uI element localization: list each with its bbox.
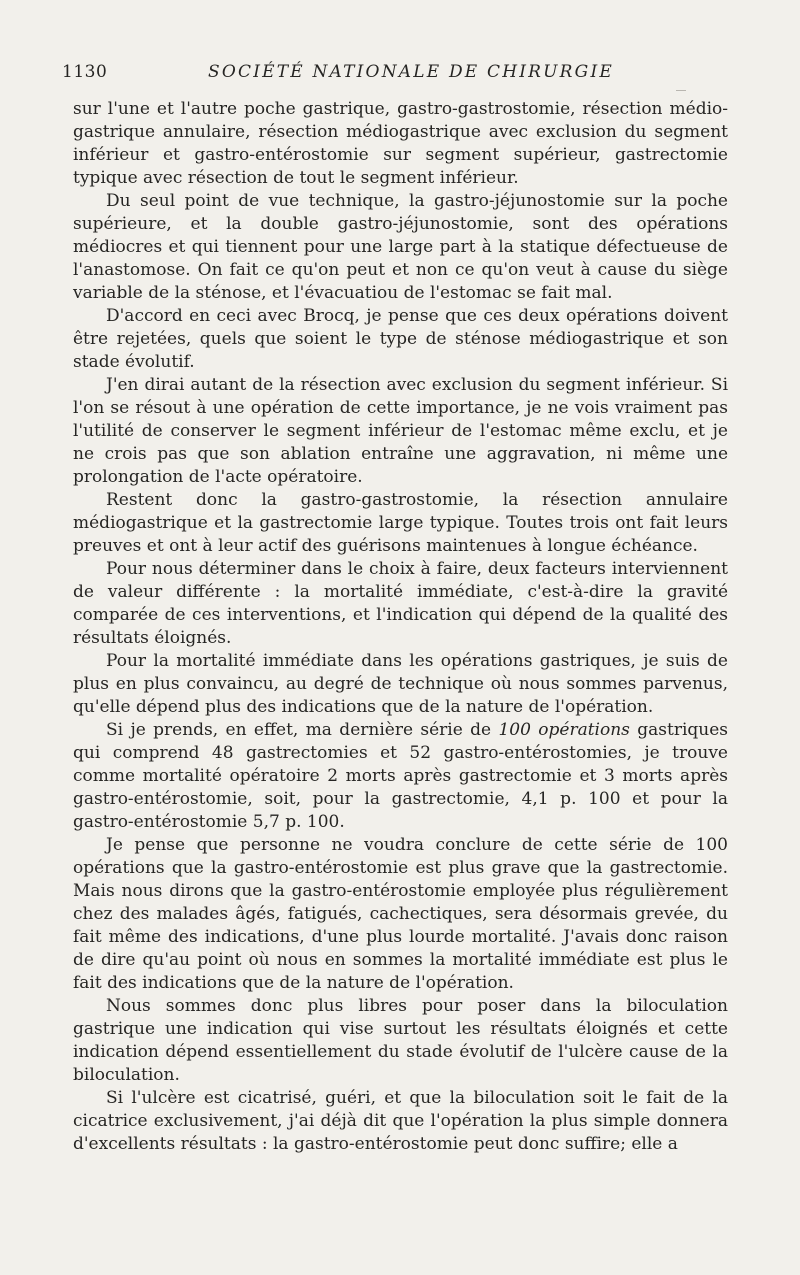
paragraph: J'en dirai autant de la résection avec exclusion du segment inférieur. Si l'on se résout à une opération de cette importance, je ne vois vraiment pas l'utilité de conserver le segment inférieur de l'estomac même exclu, et je ne crois pas que son ablation entraîne une aggravation, ni même une prolongation de l'acte opératoire. xyxy=(73,375,728,487)
paragraph-with-italic xyxy=(73,719,728,834)
paragraph: Restent donc la gastro-gastrostomie, la résection annulaire médiogastrique et la gastrectomie large typique. Toutes trois ont fait leurs preuves et ont à leur actif des guérisons maintenues à longue échéance. xyxy=(73,490,728,556)
body-text xyxy=(73,98,728,1156)
paragraph: Je pense que personne ne voudra conclure de cette série de 100 opérations que la gastro-entérostomie est plus grave que la gastrectomie. Mais nous dirons que la gastro-entérostomie employée plus régulièrement chez des malades âgés, fatigués, cachectiques, sera désormais grevée, du fait même des indications, d'une plus lourde mortalité. J'avais donc raison de dire qu'au point où nous en sommes la mortalité immédiate est plus le fait des indications que de la nature de l'opération. xyxy=(73,835,728,993)
running-title: SOCIÉTÉ NATIONALE DE CHIRURGIE xyxy=(208,62,614,82)
paragraph-continuation: sur l'une et l'autre poche gastrique, gastro-gastrostomie, résection médio-gastrique annulaire, résection médiogastrique avec exclusion du segment inférieur et gastro-entérostomie sur segment supérieur, gastrectomie typique avec résection de tout le segment inférieur. xyxy=(73,99,728,188)
page-header xyxy=(62,62,730,86)
paragraph-text-after: gastriques qui comprend 48 gastrectomies et 52 gastro-entérostomies, je trouve comme mortalité opératoire 2 morts après gastrectomie et 3 morts après gastro-entérostomie, soit, pour la gastrectomie, 4,1 p. 100 et pour la gastro-entérostomie 5,7 p. 100. xyxy=(73,720,729,832)
paragraph: Du seul point de vue technique, la gastro-jéjunostomie sur la poche supérieure, et la double gastro-jéjunostomie, sont des opérations médiocres et qui tiennent pour une large part à la statique défectueuse de l'anastomose. On fait ce qu'on peut et non ce qu'on veut à cause du siège variable de la sténose, et l'évacuatiou de l'estomac se fait mal. xyxy=(73,191,728,303)
paragraph: Pour la mortalité immédiate dans les opérations gastriques, je suis de plus en plus convaincu, au degré de technique où nous sommes parvenus, qu'elle dépend plus des indications que de la nature de l'opération. xyxy=(73,651,728,717)
paragraph: Pour nous déterminer dans le choix à faire, deux facteurs interviennent de valeur différente : la mortalité immédiate, c'est-à-dire la gravité comparée de ces interventions, et l'indication qui dépend de la qualité des résultats éloignés. xyxy=(73,559,728,648)
margin-mark xyxy=(676,90,686,91)
paragraph: D'accord en ceci avec Brocq, je pense que ces deux opérations doivent être rejetées, quels que soient le type de sténose médiogastrique et son stade évolutif. xyxy=(73,306,728,372)
paragraph: Si l'ulcère est cicatrisé, guéri, et que la biloculation soit le fait de la cicatrice exclusivement, j'ai déjà dit que l'opération la plus simple donnera d'excellents résultats : la gastro-entérostomie peut donc suffire; elle a xyxy=(73,1088,728,1154)
paragraph: Nous sommes donc plus libres pour poser dans la biloculation gastrique une indication qui vise surtout les résultats éloignés et cette indication dépend essentiellement du stade évolutif de l'ulcère cause de la biloculation. xyxy=(73,996,728,1085)
italic-phrase: 100 opérations xyxy=(498,720,630,740)
page-number: 1130 xyxy=(62,62,108,82)
paragraph-text-before: Si je prends, en effet, ma dernière série de xyxy=(106,720,499,740)
